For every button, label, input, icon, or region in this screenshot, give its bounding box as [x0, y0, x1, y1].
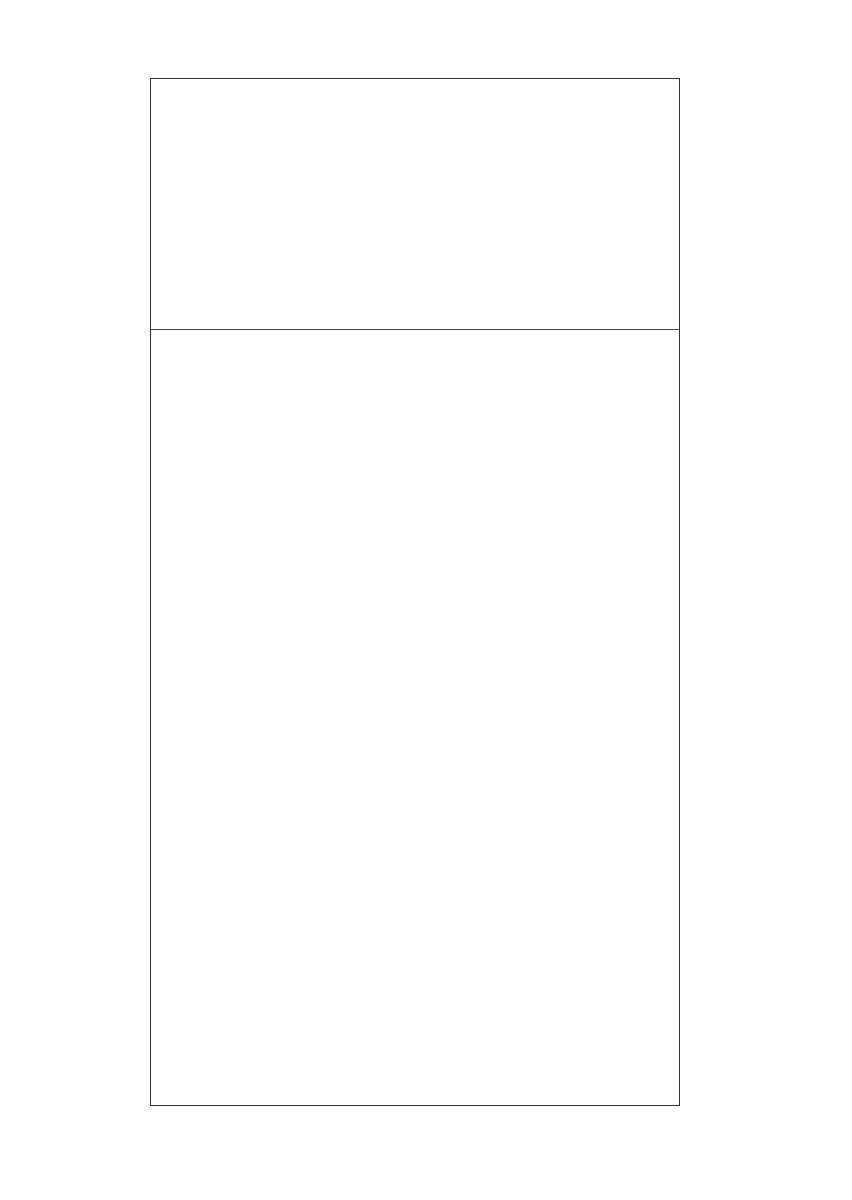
running-head [118, 92, 148, 332]
text-frame [150, 78, 680, 1106]
tier-divider [151, 329, 679, 330]
